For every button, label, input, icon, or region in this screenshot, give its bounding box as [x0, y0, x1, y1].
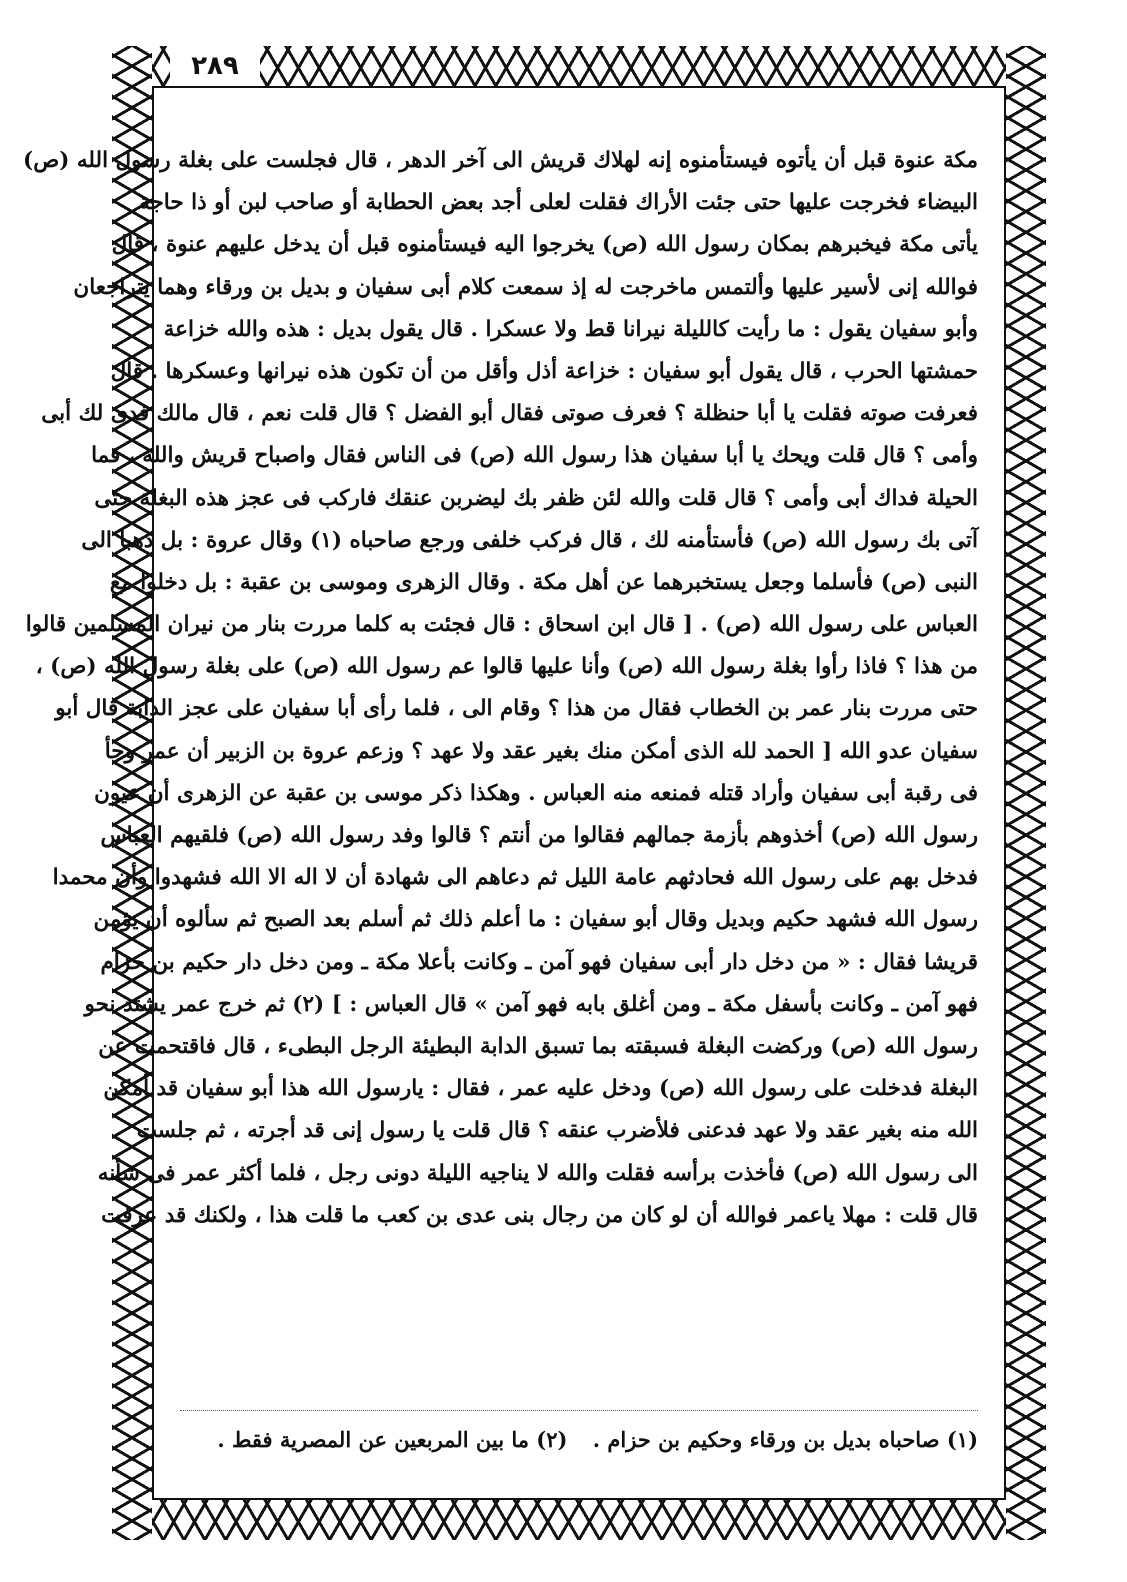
text-line: سفيان عدو الله [ الحمد لله الذى أمكن منك بغير عقد ولا عهد ؟ وزعم عروة بن الزبير أن عمر وجأ — [104, 738, 978, 764]
text-line: البغلة فدخلت على رسول الله (ص) ودخل عليه عمر ، فقال : يارسول الله هذا أبو سفيان قد أمكن — [103, 1076, 978, 1102]
text-line: رسول الله (ص) وركضت البغلة فسبقته بما تسبق الدابة البطيئة الرجل البطىء ، قال فاقتحمت عن — [98, 1033, 978, 1059]
footnote-2: (٢) ما بين المربعين عن المصرية فقط . — [217, 1427, 568, 1452]
text-line: وأبو سفيان يقول : ما رأيت كالليلة نيرانا قط ولا عسكرا . قال يقول بديل : هذه والله خزاعة — [163, 316, 978, 342]
text-line: الحيلة فداك أبى وأمى ؟ قال قلت والله لئن ظفر بك ليضربن عنقك فاركب فى عجز هذه البغلة حتى — [94, 485, 978, 511]
text-line: فعرفت صوته فقلت يا أبا حنظلة ؟ فعرف صوتى فقال أبو الفضل ؟ قال قلت نعم ، قال مالك فدى لك أبى — [41, 401, 978, 427]
text-line: فى رقبة أبى سفيان وأراد قتله فمنعه منه العباس . وهكذا ذكر موسى بن عقبة عن الزهرى أن عيون — [94, 780, 978, 806]
text-line: حمشتها الحرب ، قال يقول أبو سفيان : خزاعة أذل وأقل من أن تكون هذه نيرانها وعسكرها . قال — [110, 358, 978, 384]
page-number-box — [170, 46, 260, 86]
text-line: فهو آمن ـ وكانت بأسفل مكة ـ ومن أغلق بابه فهو آمن » قال العباس : ] (٢) ثم خرج عمر يشتد نحو — [84, 991, 978, 1017]
text-line: رسول الله (ص) أخذوهم بأزمة جمالهم فقالوا من أنتم ؟ قالوا وفد رسول الله (ص) فلقيهم العباس — [100, 823, 978, 848]
border-right — [1006, 46, 1046, 1540]
text-line: فوالله إنى لأسير عليها وألتمس ماخرجت له إذ سمعت كلام أبى سفيان و بديل بن ورقاء وهما يتراجعان — [73, 274, 978, 300]
text-line: وأمى ؟ قال قلت ويحك يا أبا سفيان هذا رسول الله (ص) فى الناس فقال واصباح قريش والله ، فما — [91, 443, 978, 469]
text-line: الى رسول الله (ص) فأخذت برأسه فقلت والله لا يناجيه الليلة دونى رجل ، فلما أكثر عمر فى شأنه — [97, 1160, 978, 1186]
text-line: النبى (ص) فأسلما وجعل يستخبرهما عن أهل مكة . وقال الزهرى وموسى بن عقبة : بل دخلوا مع — [109, 569, 978, 595]
text-line: آتى بك رسول الله (ص) فأستأمنه لك ، قال فركب خلفى ورجع صاحباه (١) وقال عروة : بل ذهبا الى — [81, 527, 978, 553]
text-line: رسول الله فشهد حكيم وبديل وقال أبو سفيان : ما أعلم ذلك ثم أسلم بعد الصبح ثم سألوه أن يؤمن — [93, 907, 978, 933]
text-line: فدخل بهم على رسول الله فحادثهم عامة الليل ثم دعاهم الى شهادة أن لا اله الا الله فشهدوا وأن محمدا — [52, 865, 978, 891]
body-text — [23, 140, 978, 1237]
text-line: قريشا فقال : « من دخل دار أبى سفيان فهو آمن ـ وكانت بأعلا مكة ـ ومن دخل دار حكيم بن حزام — [100, 949, 978, 975]
text-line: قال قلت : مهلا ياعمر فوالله أن لو كان من رجال بنى عدى بن كعب ما قلت هذا ، ولكنك قد عرفت — [101, 1202, 978, 1228]
footnote-separator — [180, 1410, 978, 1411]
footnotes — [180, 1420, 978, 1460]
text-line: يأتى مكة فيخبرهم بمكان رسول الله (ص) يخرجوا اليه فيستأمنوه قبل أن يدخل عليهم عنوة ، قال — [111, 232, 978, 258]
text-line: من هذا ؟ فاذا رأوا بغلة رسول الله (ص) وأنا عليها قالوا عم رسول الله (ص) على بغلة رسول الله (ص) ، — [35, 654, 978, 680]
text-line: البيضاء فخرجت عليها حتى جئت الأراك فقلت لعلى أجد بعض الحطابة أو صاحب لبن أو ذا حاجة — [138, 190, 978, 216]
text-line: حتى مررت بنار عمر بن الخطاب فقال من هذا ؟ وقام الى ، فلما رأى أبا سفيان على عجز الدابة قال أبو — [55, 696, 978, 722]
text-line: مكة عنوة قبل أن يأتوه فيستأمنوه إنه لهلاك قريش الى آخر الدهر ، قال فجلست على بغلة رسول الله (ص) — [23, 148, 978, 173]
text-line: الله منه بغير عقد ولا عهد فدعنى فلأضرب عنقه ؟ قال قلت يا رسول إنى قد أجرته ، ثم جلست — [136, 1118, 978, 1144]
border-bottom — [112, 1500, 1046, 1540]
footnote-1: (١) صاحباه بديل بن ورقاء وحكيم بن حزام . — [592, 1427, 978, 1452]
text-line: العباس على رسول الله (ص) . [ قال ابن اسحاق : قال فجئت به كلما مررت بنار من نيران المسلمين قالوا — [25, 612, 978, 638]
page-number: ٢٨٩ — [191, 51, 239, 81]
